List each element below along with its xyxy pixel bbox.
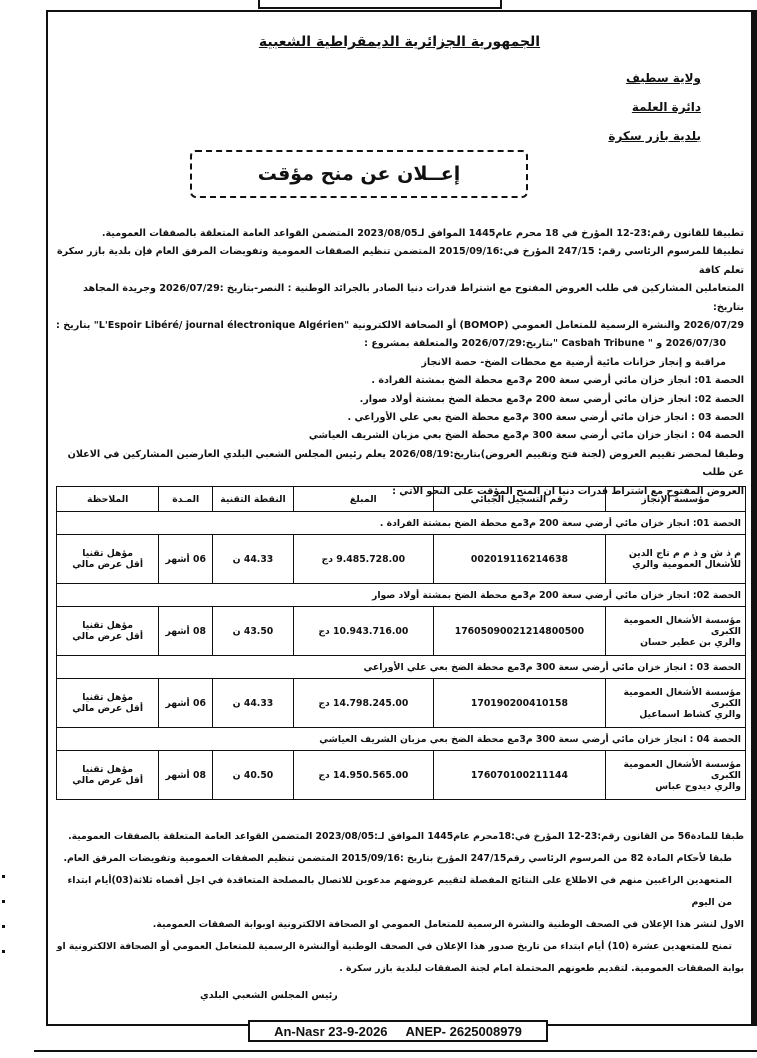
header-duration: المـدة bbox=[159, 487, 213, 512]
note-line: أقل عرض مالي bbox=[72, 703, 144, 714]
lot-label-row bbox=[57, 656, 746, 679]
intro-line: تطبيقا للمرسوم الرئاسي رقم: 247/15 المؤرخ في:2015/09/16 المتضمن تنظيم الصفقات العمومية وتفويضات المرفق العام فإن بلدية بازر سكرة تعلم كافة bbox=[56, 246, 744, 276]
intro-text bbox=[54, 225, 744, 501]
note-line: مؤهل تقنيا bbox=[82, 692, 134, 703]
company-line: والري كشاط اسماعيل bbox=[639, 708, 741, 720]
score-cell: 44.33 ن bbox=[213, 535, 294, 584]
intro-line: 2026/07/29 والنشرة الرسمية للمتعامل العمومي (BOMOP) أو الصحافة الالكترونية "L'Espoir Libéré/ journal électronique Algérien" بتاريخ : bbox=[56, 320, 744, 332]
score-cell: 44.33 ن bbox=[213, 679, 294, 728]
lot-item: الحصة 01: انجاز خزان مائي أرضي سعة 200 م3مع محطة الضخ بمشتة الفرادة . bbox=[371, 375, 744, 387]
margin-marks bbox=[2, 875, 8, 965]
lot-label: الحصة 02: انجاز خزان مائي أرضي سعة 200 م3مع محطة الضخ بمشتة أولاد صوار bbox=[57, 584, 746, 607]
company-cell bbox=[606, 751, 746, 800]
header-score: النقطة التقنية bbox=[213, 487, 294, 512]
note-cell bbox=[57, 751, 159, 800]
header-note: الملاحظة bbox=[57, 487, 159, 512]
duration-cell: 06 أشهر bbox=[159, 535, 213, 584]
bottom-rule bbox=[34, 1050, 757, 1052]
note-cell bbox=[57, 679, 159, 728]
lot-item: الحصة 03 : انجاز خزان مائي أرضي سعة 300 م3مع محطة الضخ بعي علي الأوراعي . bbox=[347, 412, 744, 424]
evaluation-line: العروض المفتوح مع اشتراط قدرات دنيا ان المنح المؤقت على النحو الاتي : bbox=[392, 485, 744, 497]
company-line: للأشغال العمومية والري bbox=[632, 559, 741, 570]
amount-cell: 10.943.716.00 دج bbox=[293, 607, 433, 656]
evaluation-line: وطبقا لمحضر تقييم العروض (لجنة فتح وتقييم العروض)بتاريخ:2026/08/19 يعلم رئيس المجلس الشعبي البلدي العارضين المشاركين في الاعلان عن طلب bbox=[67, 448, 744, 479]
table-row bbox=[57, 535, 746, 584]
intro-line: 2026/07/30 و " Casbah Tribune "بتاريخ:2026/07/29 والمتعلقة بمشروع : bbox=[364, 338, 726, 350]
lot-label: الحصة 01: انجاز خزان مائي أرضي سعة 200 م3مع محطة الضخ بمشتة الفرادة . bbox=[57, 512, 746, 535]
tax-id-cell: 002019116214638 bbox=[433, 535, 605, 584]
duration-cell: 06 أشهر bbox=[159, 679, 213, 728]
tax-id-cell: 17605090021214800500 bbox=[433, 607, 605, 656]
footer-box bbox=[248, 1020, 548, 1042]
commune-label: بلدية بازر سكرة bbox=[608, 129, 701, 143]
company-cell bbox=[606, 679, 746, 728]
note-line: أقل عرض مالي bbox=[72, 775, 144, 786]
lot-label-row bbox=[57, 584, 746, 607]
note-line: مؤهل تقنيا bbox=[82, 764, 134, 775]
intro-line: المتعاملين المشاركين في طلب العروض المفتوح مع اشتراط قدرات دنيا الصادر بالجرائد الوطنية : النصر-بتاريخ :2026/07/29 وجريدة المجاهد بتاريخ: bbox=[82, 283, 744, 313]
table-row bbox=[57, 607, 746, 656]
intro-line: تطبيقا للقانون رقم:23-12 المؤرخ في 18 محرم عام1445 الموافق لـ2023/08/05 المتضمن القواعد العامة المتعلقة بالصفقات العمومية. bbox=[101, 228, 744, 239]
legal-line: المتعهدين الراغبين منهم في الاطلاع على النتائج المفصلة لتقييم عروضهم مدعوين للاتصال بالمصلحة المتعاقدة في اجل أقصاه ثلاثة(03)أيام ابتداء من اليوم bbox=[67, 875, 732, 908]
legal-line: طبقا لأحكام المادة 82 من المرسوم الرئاسي رقم247/15 المؤرخ بتاريخ :2015/09/16 المتضمن تنظيم الصفقات العمومية وتفويضات المرفق العام. bbox=[63, 853, 732, 864]
note-cell bbox=[57, 535, 159, 584]
lots-list bbox=[54, 354, 744, 446]
lot-item: الحصة 04 : انجاز خزان مائي أرضي سعة 300 م3مع محطة الضخ بعي مزبان الشريف العياشي bbox=[308, 430, 744, 442]
right-border-bar bbox=[753, 10, 757, 1026]
tax-id-cell: 176070100211144 bbox=[433, 751, 605, 800]
top-box-decoration bbox=[258, 0, 502, 9]
company-line: والري ديدوح عباس bbox=[655, 780, 741, 792]
table-row bbox=[57, 679, 746, 728]
project-name: مراقبة و إنجاز خزانات مائية أرضية مع محطات الضخ- حصة الانجاز bbox=[421, 356, 726, 368]
republic-heading: الجمهورية الجزائرية الديمقراطية الشعبية bbox=[258, 34, 541, 50]
lot-label-row bbox=[57, 728, 746, 751]
lot-label: الحصة 04 : انجاز خزان مائي أرضي سعة 300 م3مع محطة الضخ بعي مزبان الشريف العياشي bbox=[57, 728, 746, 751]
header-amount: المبلغ bbox=[293, 487, 433, 512]
table-header-row bbox=[57, 487, 746, 512]
note-line: مؤهل تقنيا bbox=[82, 620, 134, 631]
legal-line: بوابة الصفقات العمومية. لتقديم طعونهم المحتملة امام لجنة الصفقات لبلدية بازر سكرة . bbox=[339, 963, 744, 974]
amount-cell: 9.485.728.00 دج bbox=[293, 535, 433, 584]
score-cell: 40.50 ن bbox=[213, 751, 294, 800]
lot-label-row bbox=[57, 512, 746, 535]
wilaya-label: ولاية سطيف bbox=[625, 71, 701, 85]
duration-cell: 08 أشهر bbox=[159, 607, 213, 656]
note-cell bbox=[57, 607, 159, 656]
company-line: مؤسسة الأشغال العمومية الكبرى bbox=[623, 758, 741, 781]
amount-cell: 14.950.565.00 دج bbox=[293, 751, 433, 800]
daira-label: دائرة العلمة bbox=[631, 100, 701, 114]
note-line: مؤهل تقنيا bbox=[82, 548, 134, 559]
note-line: أقل عرض مالي bbox=[72, 631, 144, 642]
company-cell bbox=[606, 607, 746, 656]
legal-line: طبقا للمادة56 من القانون رقم:23-12 المؤرخ في:18محرم عام1445 الموافق لـ:2023/08/05 المتضمن القواعد العامة المتعلقة بالصفقات العمومية. bbox=[68, 831, 744, 842]
company-line: م ذ ش و ذ م م تاج الدين bbox=[628, 548, 741, 559]
tax-id-cell: 170190200410158 bbox=[433, 679, 605, 728]
newspaper-label: An-Nasr 23-9-2026 bbox=[274, 1023, 388, 1039]
score-cell: 43.50 ن bbox=[213, 607, 294, 656]
company-cell bbox=[606, 535, 746, 584]
company-line: مؤسسة الأشغال العمومية الكبرى bbox=[623, 686, 741, 709]
company-line: مؤسسة الأشغال العمومية الكبرى bbox=[623, 614, 741, 637]
lot-label: الحصة 03 : انجاز خزان مائي أرضي سعة 300 م3مع محطة الضخ بعي علي الأوراعي bbox=[57, 656, 746, 679]
legal-line: تمنح للمتعهدين عشرة (10) أيام ابتداء من تاريخ صدور هذا الإعلان في الصحف الوطنية أوالنشرة الرسمية للمتعامل العمومي أو الصحافة الالكترونية او bbox=[56, 941, 732, 952]
announcement-title: إعــلان عن منح مؤقت bbox=[190, 150, 528, 198]
note-line: أقل عرض مالي bbox=[72, 559, 144, 570]
administration-block bbox=[608, 64, 701, 151]
header-company: مؤسسة الإنجاز bbox=[606, 487, 746, 512]
legal-text bbox=[54, 826, 744, 980]
table-row bbox=[57, 751, 746, 800]
header-tax-id: رقم التسجيل الجبائي bbox=[433, 487, 605, 512]
legal-line: الاول لنشر هذا الإعلان في الصحف الوطنية والنشرة الرسمية للمتعامل العمومي او الصحافة الالكترونية اوبوابة الصفقات العمومية. bbox=[152, 919, 744, 930]
company-line: والري بن عطير حسان bbox=[640, 636, 741, 648]
amount-cell: 14.798.245.00 دج bbox=[293, 679, 433, 728]
duration-cell: 08 أشهر bbox=[159, 751, 213, 800]
awards-table bbox=[56, 486, 746, 800]
lot-item: الحصة 02: انجاز خزان مائي أرضي سعة 200 م3مع محطة الضخ بمشتة أولاد صوار. bbox=[359, 393, 744, 405]
anep-reference: ANEP- 2625008979 bbox=[405, 1023, 522, 1039]
signature-line: رئيس المجلس الشعبي البلدي bbox=[200, 990, 338, 1001]
